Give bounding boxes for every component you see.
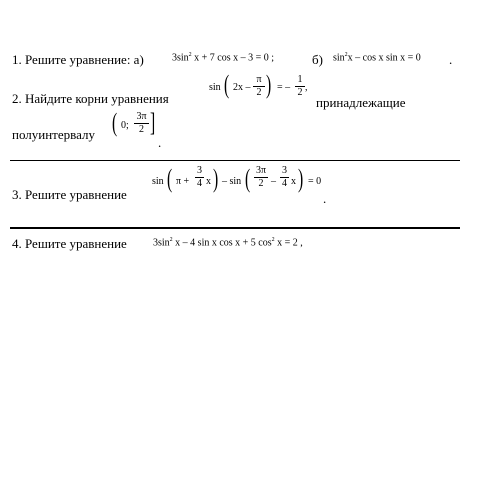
task2-frac-den: 2 (256, 87, 262, 98)
divider-1 (10, 160, 460, 161)
task3-x1: x (206, 176, 211, 187)
task1-equation-b: $\sin^2x$ – cos x sin x = 0 (333, 52, 421, 64)
task2-label-line2: полуинтервалу (12, 127, 95, 142)
task3-open-paren-1: ( (167, 164, 173, 193)
interval-upper-bound (134, 112, 149, 135)
task1-label: 1. Решите уравнение: а) (12, 52, 144, 67)
interval-open-paren: ( (112, 108, 118, 137)
task2-open-paren: ( (224, 70, 230, 99)
interval-num: 3π (136, 111, 147, 122)
task3-sin1: sin (152, 176, 164, 187)
task2-sin: sin (209, 82, 221, 93)
task3-end-mark: . (323, 191, 327, 206)
task3-n2: 3π (255, 165, 267, 176)
task2-half-num: 1 (297, 74, 303, 85)
task2-pi-over-2 (253, 75, 265, 98)
task3-rhs: = 0 (308, 176, 322, 187)
task2-label-right: принадлежащие (316, 95, 406, 110)
task4-equation: $3\sin^2$ x – 4 sin x cos x + 5 $\cos^2 x = 2$ , (153, 237, 303, 249)
interval-zero: 0; (121, 120, 129, 131)
task2-end-mark: . (158, 135, 162, 150)
task3-frac-3-4-b (280, 166, 289, 189)
task2-rhs: = – (277, 82, 291, 93)
task1-equation-a: $3\sin^2$ x + 7 cos x – 3 = 0 ; (172, 52, 275, 64)
task3-frac-3pi-2 (254, 166, 268, 189)
task3-minus: – (271, 176, 276, 187)
task3-x2: x (291, 176, 296, 187)
divider-2 (10, 227, 460, 229)
task3-pi-plus: π + (176, 176, 190, 187)
task3-n1: 3 (197, 165, 202, 176)
task3-d1: 4 (197, 178, 202, 189)
task1-part-b-label: б) (312, 52, 323, 67)
task2-half-den: 2 (297, 87, 303, 98)
task3-minus-sin: – sin (222, 176, 242, 187)
interval-close-bracket: ] (150, 108, 156, 137)
task2-comma: , (305, 82, 308, 93)
task1-end-mark: . (449, 52, 453, 67)
task3-open-paren-2: ( (245, 164, 251, 193)
task3-frac-3-4-a (195, 166, 204, 189)
task2-frac-num: π (256, 74, 262, 85)
task3-d2: 2 (258, 178, 264, 189)
task3-close-paren-2: ) (298, 164, 304, 193)
task2-label: 2. Найдите корни уравнения (12, 91, 169, 106)
task2-inner: 2x – (233, 82, 251, 93)
task3-d3: 4 (282, 178, 287, 189)
task2-close-paren: ) (266, 70, 272, 99)
task3-label: 3. Решите уравнение (12, 187, 127, 202)
interval-den: 2 (139, 124, 144, 135)
task3-close-paren-1: ) (213, 164, 219, 193)
task3-n3: 3 (282, 165, 287, 176)
task4-label: 4. Решите уравнение (12, 236, 127, 251)
task2-one-half (295, 75, 305, 98)
